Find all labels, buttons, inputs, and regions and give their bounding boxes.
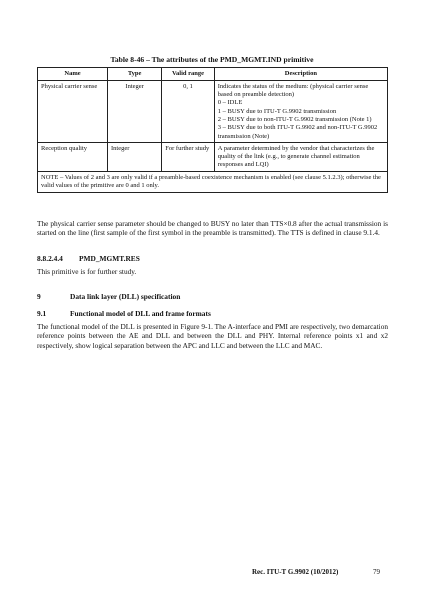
header-type: Type [108, 68, 162, 81]
cell-type: Integer [108, 143, 162, 172]
header-name: Name [38, 68, 108, 81]
section-number: 9.1 [37, 309, 47, 318]
table-caption: Table 8-46 – The attributes of the PMD_MGMT.IND primitive [110, 55, 314, 64]
description-line: 2 – BUSY due to non-ITU-T G.9902 transmission (Note 1) [217, 115, 372, 123]
header-description: Description [214, 68, 387, 81]
cell-name: Physical carrier sense [38, 81, 108, 143]
header-valid-range: Valid range [162, 68, 215, 81]
section-heading-9 [37, 292, 180, 302]
description-line: 0 – IDLE [217, 99, 243, 107]
paragraph-functional-model: The functional model of the DLL is presented in Figure 9-1. The A-interface and PMI are respectively, two demarcation reference points between the AE and DLL and between the DLL and PHY. Internal reference points x1 and x2 respectively, show logical separation between the APC and LLC and between the LLC and MAC. [37, 322, 388, 350]
section-number: 8.8.2.4.4 [37, 254, 63, 263]
paragraph-further-study: This primitive is for further study. [37, 267, 137, 276]
section-title: Functional model of DLL and frame formats [70, 309, 211, 318]
section-heading-8-8-2-4-4 [37, 254, 140, 264]
description-line: A parameter determined by the vendor that characterizes the quality of the link (e.g., to generate channel estimation responses and LQI) [217, 144, 375, 169]
footer-recommendation: Rec. ITU-T G.9902 (10/2012) [252, 568, 339, 576]
section-number: 9 [37, 292, 41, 301]
cell-type: Integer [108, 81, 162, 143]
table-row [38, 143, 388, 172]
section-title: PMD_MGMT.RES [79, 254, 140, 263]
cell-description [214, 143, 387, 172]
cell-range: 0, 1 [162, 81, 215, 143]
section-heading-9-1 [37, 309, 211, 319]
cell-range: For further study [162, 143, 215, 172]
table-row [38, 81, 388, 143]
table-header-row [38, 68, 388, 81]
description-line: Indicates the status of the medium: (physical carrier sense based on preamble detection) [217, 82, 369, 99]
page-number: 79 [373, 568, 380, 576]
table-note: NOTE – Values of 2 and 3 are only valid if a preamble-based coexistence mechanism is enabled (see clause 5.1.2.3); otherwise the valid values of the primitive are 0 and 1 only. [38, 172, 388, 193]
paragraph-carrier-sense: The physical carrier sense parameter should be changed to BUSY no later than TTS×0.8 after the actual transmission is started on the line (first sample of the first symbol in the preamble is transmitted). The TTS is defined in clause 9.1.4. [37, 219, 388, 238]
cell-name: Reception quality [38, 143, 108, 172]
description-line: 1 – BUSY due to ITU-T G.9902 transmission [217, 107, 337, 115]
table-note-row [38, 172, 388, 193]
attributes-table [37, 67, 388, 193]
section-title: Data link layer (DLL) specification [70, 292, 181, 301]
description-line: 3 – BUSY due to both ITU-T G.9902 and non-ITU-T G.9902 transmission (Note) [217, 124, 378, 140]
cell-description [214, 81, 387, 143]
